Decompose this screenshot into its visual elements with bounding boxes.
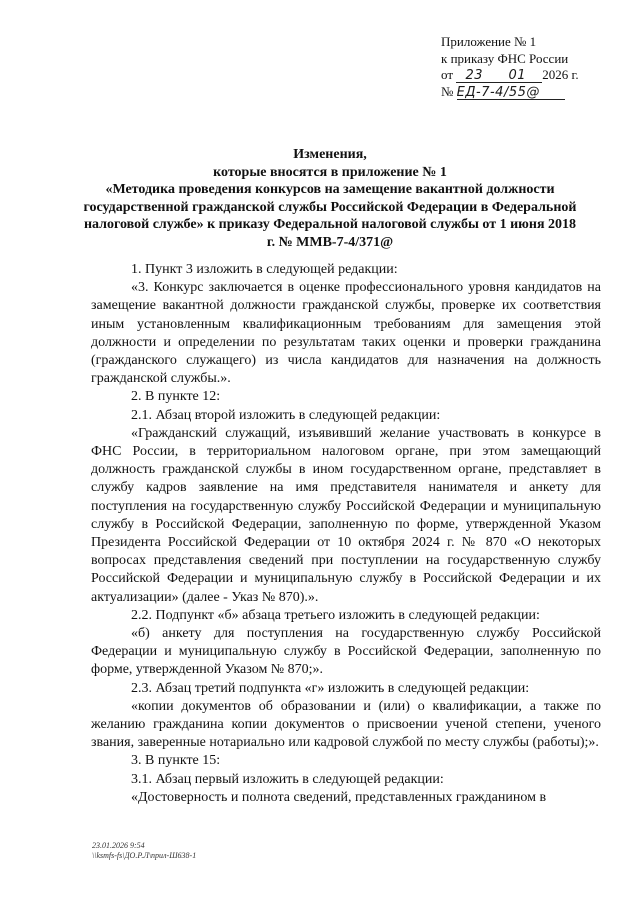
title-line-2: которые вносятся в приложение № 1 bbox=[213, 164, 447, 180]
paragraph: 3. В пункте 15: bbox=[131, 753, 221, 769]
appendix-header bbox=[441, 34, 601, 100]
paragraph: «б) анкету для поступления на государственную службу Российской Федерации и муниципальную службу в Российской Федерации, заполненную по форме, утвержденной Указом № 870;». bbox=[91, 626, 601, 678]
paragraph: «копии документов об образовании и (или) о квалификации, а также по желанию гражданина копии документов о присвоении ученой степени, ученого звания, заверенные нотариально или кадровой службой по месту службы (работы);». bbox=[91, 698, 601, 751]
paragraph: «Гражданский служащий, изъявивший желание участвовать в конкурсе в ФНС России, в территориальном налоговом органе, при этом замещающий должность гражданской службы в ином государственном органе, представляет в службу кадров заявление на имя представителя нанимателя и анкету для поступления на государственную службу Российской Федерации и муниципальную службу в Российской Федерации, заполненную по форме, утвержденной Указом Президента Российской Федерации от 10 октября 2024 г. № 870 «О некоторых вопросах представления сведений при поступлении на государственную службу Российской Федерации и муниципальную службу в Российской Федерации и их актуализации» (далее - Указ № 870).». bbox=[91, 425, 601, 605]
document-title bbox=[60, 146, 600, 252]
footer-file-path: \\ksmfs-fs\ДО.Р.Л\прил-Ш638-1 bbox=[92, 851, 197, 860]
title-line-1: Изменения, bbox=[293, 147, 367, 162]
footer-timestamp: 23.01.2026 9:54 bbox=[92, 841, 145, 850]
paragraph: 2. В пункте 12: bbox=[131, 389, 221, 405]
date-year: 2026 г. bbox=[542, 67, 579, 82]
date-day: 23 bbox=[465, 68, 484, 83]
title-line-3: «Методика проведения конкурсов на замещение вакантной должности государственной гражданской службы Российской Федерации в Федеральной налоговой службе» к приказу Федеральной налоговой службы от 1 июня 2018 г. № ММВ-7-4/371@ bbox=[83, 182, 577, 250]
date-month: 01 bbox=[508, 68, 527, 83]
appendix-date bbox=[441, 67, 601, 84]
appendix-title: Приложение № 1 bbox=[441, 34, 537, 49]
paragraph: «Достоверность и полнота сведений, представленных гражданином в bbox=[131, 789, 547, 805]
print-footer bbox=[92, 841, 196, 861]
paragraph: 2.1. Абзац второй изложить в следующей редакции: bbox=[131, 407, 441, 423]
paragraph: «3. Конкурс заключается в оценке профессионального уровня кандидатов на замещение вакантной должности гражданской службы, проверке их соответствия иным установленным квалификационным требованиям для замещения этой должности и определении по результатам таких оценки и проверки гражданина (гражданского служащего) из числа кандидатов для назначения на должность гражданской службы.». bbox=[91, 280, 601, 387]
appendix-order-ref: к приказу ФНС России bbox=[441, 50, 569, 66]
order-number: ЕД-7-4/55@ bbox=[456, 84, 540, 100]
appendix-number bbox=[441, 84, 601, 101]
paragraph: 1. Пункт 3 изложить в следующей редакции: bbox=[131, 262, 398, 277]
paragraph: 2.3. Абзац третий подпункта «г» изложить в следующей редакции: bbox=[131, 680, 530, 696]
number-prefix: № bbox=[441, 83, 454, 99]
paragraph: 2.2. Подпункт «б» абзаца третьего изложить в следующей редакции: bbox=[131, 607, 540, 623]
date-prefix: от bbox=[441, 67, 454, 82]
document-body bbox=[91, 261, 601, 807]
paragraph: 3.1. Абзац первый изложить в следующей редакции: bbox=[131, 771, 444, 787]
